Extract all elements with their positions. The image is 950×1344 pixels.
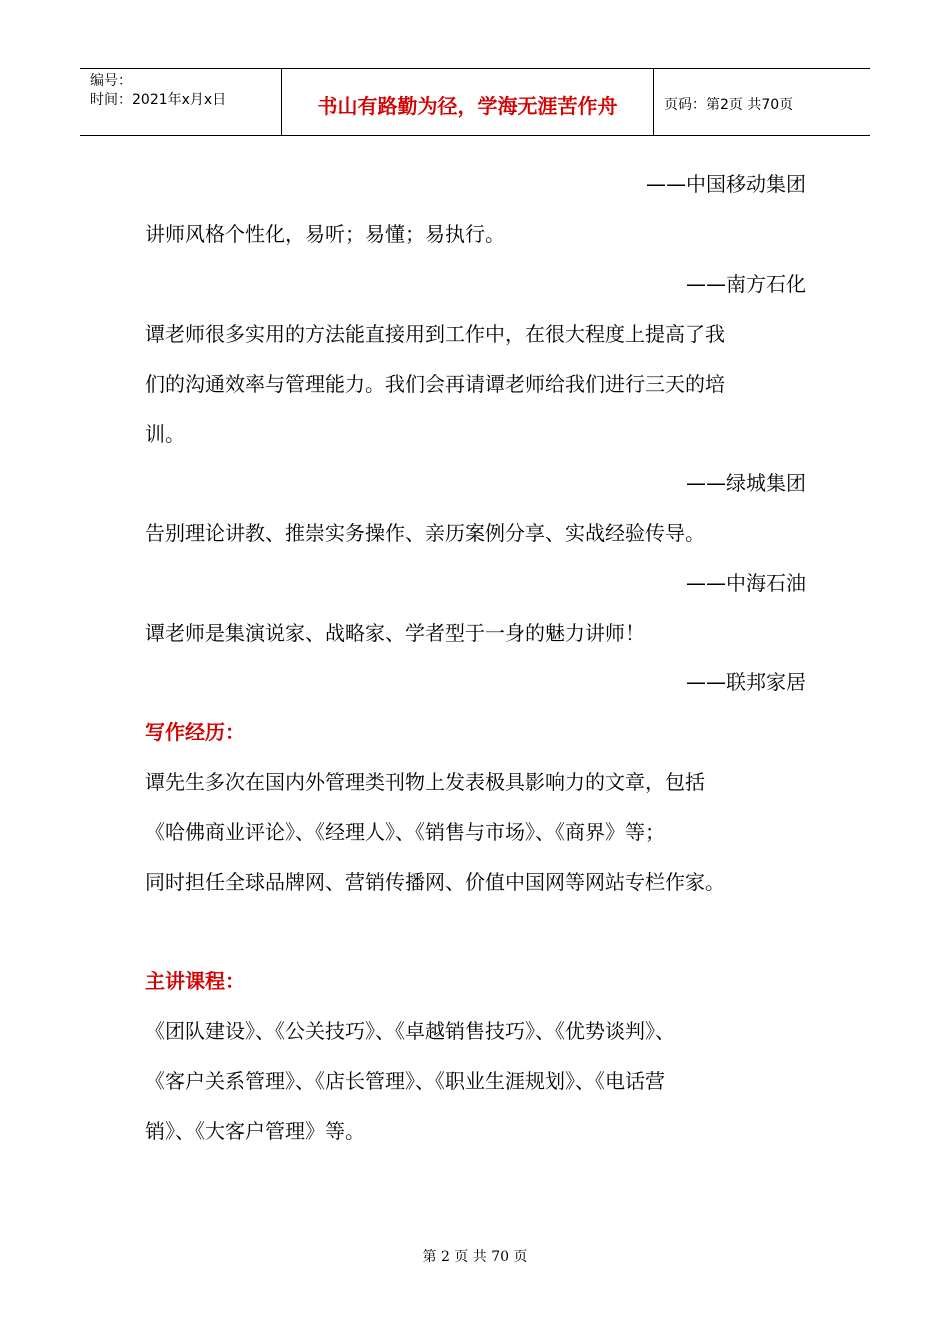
header-number-label: 编号： [90, 73, 132, 89]
writing-text: 谭先生多次在国内外管理类刊物上发表极具影响力的文章，包括 [145, 770, 705, 794]
writing-heading: 写作经历： [145, 720, 245, 744]
courses-text: 《客户关系管理》、《店长管理》、《职业生涯规划》、《电话营 [145, 1069, 665, 1093]
courses-text: 销》、《大客户管理》等。 [145, 1119, 365, 1143]
page-header [80, 68, 870, 136]
header-motto: 书山有路勤为径，学海无涯苦作舟 [282, 69, 654, 135]
quote-attribution: ——中国移动集团 [646, 172, 806, 196]
courses-text: 《团队建设》、《公关技巧》、《卓越销售技巧》、《优势谈判》、 [145, 1019, 675, 1043]
header-page-info: 页码：第2页 共70页 [664, 97, 794, 113]
writing-text: 同时担任全球品牌网、营销传播网、价值中国网等网站专栏作家。 [145, 870, 725, 894]
quote-text: 谭老师是集演说家、战略家、学者型于一身的魅力讲师！ [145, 621, 645, 645]
quote-attribution: ——南方石化 [686, 272, 806, 296]
header-meta [80, 69, 282, 135]
quote-attribution: ——绿城集团 [686, 471, 806, 495]
header-time-label: 时间：2021年x月x日 [90, 92, 227, 108]
courses-heading: 主讲课程： [145, 969, 245, 993]
quote-text: 谭老师很多实用的方法能直接用到工作中，在很大程度上提高了我 [145, 322, 725, 346]
page-footer: 第 2 页 共 70 页 [422, 1249, 528, 1265]
quote-attribution: ——联邦家居 [686, 670, 806, 694]
quote-text: 告别理论讲教、推崇实务操作、亲历案例分享、实战经验传导。 [145, 521, 705, 545]
quote-attribution: ——中海石油 [686, 571, 806, 595]
quote-text: 训。 [145, 422, 185, 446]
quote-text: 们的沟通效率与管理能力。我们会再请谭老师给我们进行三天的培 [145, 372, 725, 396]
quote-text: 讲师风格个性化，易听；易懂；易执行。 [145, 222, 505, 246]
writing-text: 《哈佛商业评论》、《经理人》、《销售与市场》、《商界》等； [145, 820, 665, 844]
